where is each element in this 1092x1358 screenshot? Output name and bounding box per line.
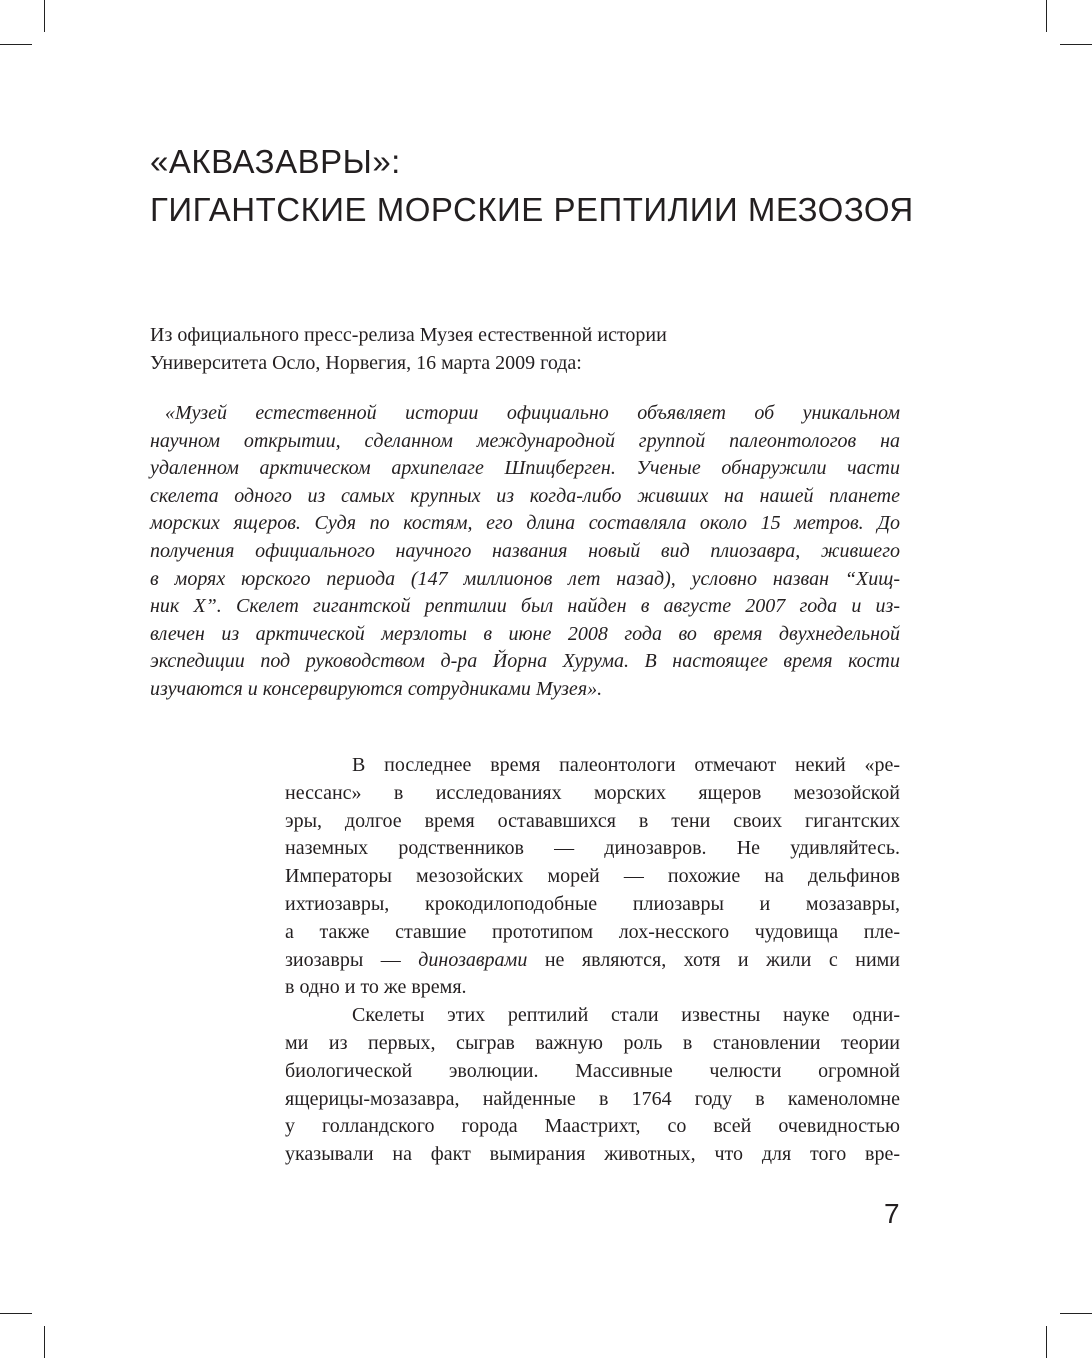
text-line: получения официального научного названия новый вид плиозавра, жившего	[150, 539, 900, 562]
text-line: изучаются и консервируются сотрудниками Музея».	[150, 677, 603, 700]
text-line: Университета Осло, Норвегия, 16 марта 2009 года:	[150, 352, 582, 374]
crop-mark	[1046, 1326, 1047, 1358]
body-text	[285, 752, 900, 1169]
text-span: зиозавры —	[285, 948, 419, 971]
text-line: у голландского города Маастрихт, со всей очевидностью	[285, 1115, 900, 1138]
text-line: ихтиозавры, крокодилоподобные плиозавры и мозазавры,	[285, 892, 900, 915]
chapter-title	[150, 138, 914, 234]
crop-mark	[1060, 1313, 1092, 1314]
text-line: влечен из арктической мерзлоты в июне 2008 года во время двухнедельной	[150, 622, 900, 645]
text-line: ящерицы-мозазавра, найденные в 1764 году в каменоломне	[285, 1087, 900, 1110]
text-line: морских ящеров. Судя по костям, его длина составляла около 15 метров. До	[150, 512, 900, 535]
press-release-quote	[150, 400, 900, 704]
text-line: В последнее время палеонтологи отмечают некий «ре-	[352, 754, 900, 776]
text-line: скелета одного из самых крупных из когда-либо живших на нашей планете	[150, 484, 900, 507]
text-line: эры, долгое время остававшихся в тени своих гигантских	[285, 809, 900, 832]
text-line: наземных родственников — динозавров. Не удивляйтесь.	[285, 837, 900, 860]
chapter-title-line: «АКВАЗАВРЫ»:	[150, 143, 401, 180]
crop-mark	[0, 44, 32, 45]
text-line: экспедиции под руководством д-ра Йорна Хурума. В настоящее время кости	[150, 650, 900, 673]
text-span: не являются, хотя и жили с ними	[527, 948, 901, 971]
page-number: 7	[884, 1198, 900, 1229]
text-line: нессанс» в исследованиях морских ящеров мезозойской	[285, 781, 900, 804]
text-line: Скелеты этих рептилий стали известны науке одни-	[352, 1004, 900, 1027]
crop-mark	[44, 0, 45, 32]
text-line: ник X”. Скелет гигантской рептилии был найден в августе 2007 года и из-	[150, 595, 900, 618]
crop-mark	[0, 1313, 32, 1314]
text-line: «Музей естественной истории официально объявляет об уникальном	[165, 402, 900, 424]
text-line: Из официального пресс-релиза Музея естественной истории	[150, 324, 667, 346]
text-line	[285, 947, 900, 975]
chapter-title-line: ГИГАНТСКИЕ МОРСКИЕ РЕПТИЛИИ МЕЗОЗОЯ	[150, 191, 914, 228]
intro-paragraph	[150, 321, 910, 377]
emphasis: динозаврами	[418, 948, 528, 971]
text-line: указывали на факт вымирания животных, что для того вре-	[285, 1143, 900, 1166]
crop-mark	[1060, 44, 1092, 45]
text-line: а также ставшие прототипом лох-несского чудовища пле-	[285, 920, 900, 943]
text-line: биологической эволюции. Массивные челюсти огромной	[285, 1059, 900, 1082]
crop-mark	[1046, 0, 1047, 32]
text-line: Императоры мезозойских морей — похожие на дельфинов	[285, 865, 900, 888]
text-line: в одно и то же время.	[285, 976, 467, 999]
text-line: ми из первых, сыграв важную роль в становлении теории	[285, 1031, 900, 1054]
crop-mark	[44, 1326, 45, 1358]
text-line: в морях юрского периода (147 миллионов лет назад), условно назван “Хищ-	[150, 567, 900, 590]
text-line: удаленном арктическом архипелаге Шпицберген. Ученые обнаружили части	[150, 457, 900, 480]
text-line: научном открытии, сделанном международной группой палеонтологов на	[150, 429, 900, 452]
